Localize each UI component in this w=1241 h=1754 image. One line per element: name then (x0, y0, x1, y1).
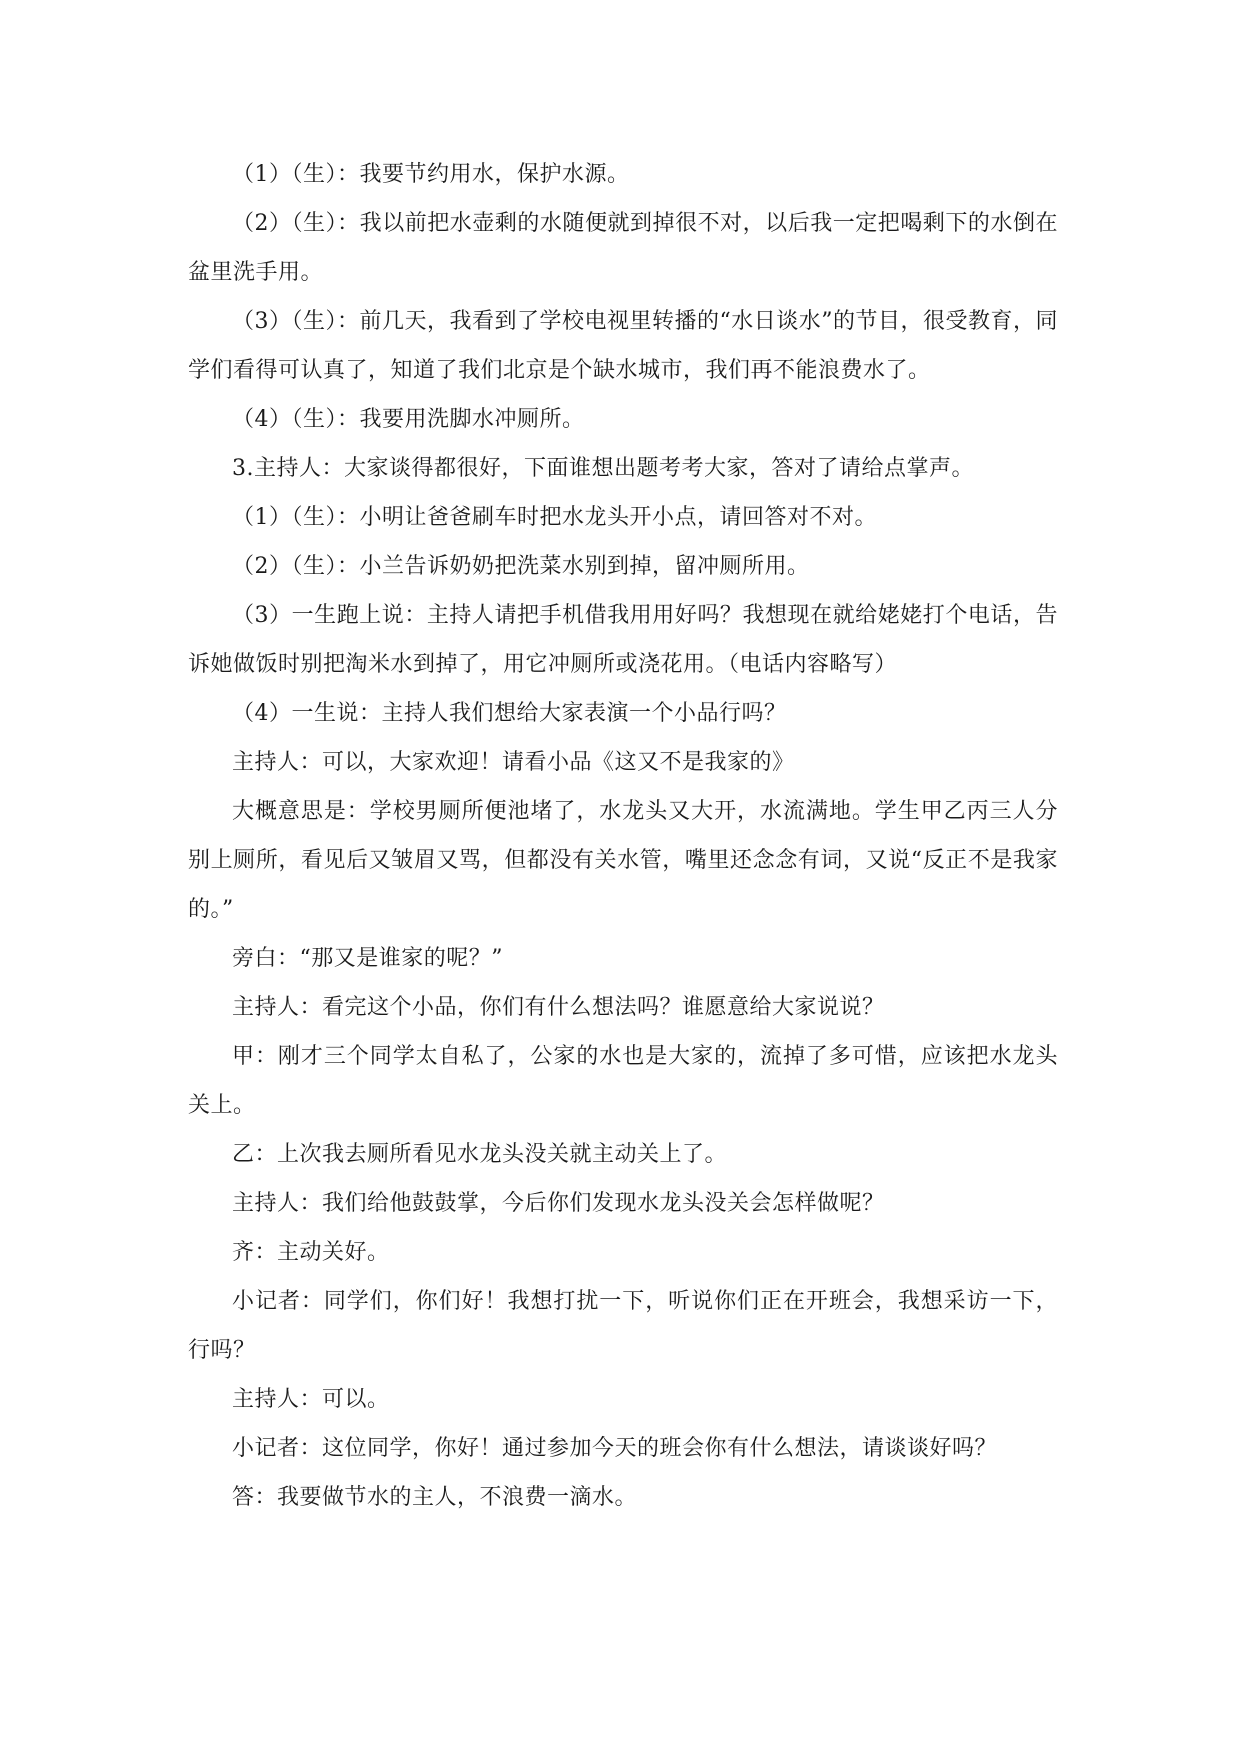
paragraph: （3）（生）：前几天，我看到了学校电视里转播的“水日谈水”的节目，很受教育，同学们看得可认真了，知道了我们北京是个缺水城市，我们再不能浪费水了。 (188, 309, 1058, 383)
paragraph: （4）（生）：我要用洗脚水冲厕所。 (232, 407, 585, 432)
paragraph: 小记者：同学们，你们好！我想打扰一下，听说你们正在开班会，我想采访一下，行吗？ (188, 1289, 1058, 1363)
paragraph: 主持人：看完这个小品，你们有什么想法吗？谁愿意给大家说说？ (232, 995, 885, 1020)
paragraph: （1）（生）：小明让爸爸刷车时把水龙头开小点，请回答对不对。 (232, 505, 877, 530)
paragraph: （2）（生）：我以前把水壶剩的水随便就到掉很不对，以后我一定把喝剩下的水倒在盆里洗手用。 (188, 211, 1058, 285)
paragraph: （4）一生说：主持人我们想给大家表演一个小品行吗？ (232, 701, 787, 726)
paragraph: 答：我要做节水的主人，不浪费一滴水。 (232, 1485, 638, 1510)
paragraph: 乙：上次我去厕所看见水龙头没关就主动关上了。 (232, 1142, 728, 1167)
paragraph: 大概意思是：学校男厕所便池堵了，水龙头又大开，水流满地。学生甲乙丙三人分别上厕所，看见后又皱眉又骂，但都没有关水管，嘴里还念念有词，又说“反正不是我家的。” (188, 799, 1058, 922)
paragraph: 主持人：我们给他鼓鼓掌，今后你们发现水龙头没关会怎样做呢？ (232, 1191, 885, 1216)
paragraph: 小记者：这位同学，你好！通过参加今天的班会你有什么想法，请谈谈好吗？ (232, 1436, 998, 1461)
paragraph: 3.主持人：大家谈得都很好，下面谁想出题考考大家，答对了请给点掌声。 (232, 456, 974, 481)
paragraph: 甲：刚才三个同学太自私了，公家的水也是大家的，流掉了多可惜，应该把水龙头关上。 (188, 1044, 1058, 1118)
paragraph: （1）（生）：我要节约用水，保护水源。 (232, 162, 630, 187)
paragraph: 旁白：“那又是谁家的呢？” (232, 946, 503, 971)
paragraph: 主持人：可以。 (232, 1387, 390, 1412)
document-page (188, 150, 1058, 1522)
paragraph: （3）一生跑上说：主持人请把手机借我用用好吗？我想现在就给姥姥打个电话，告诉她做饭时别把淘米水到掉了，用它冲厕所或浇花用。（电话内容略写） (188, 603, 1058, 677)
paragraph: 齐：主动关好。 (232, 1240, 390, 1265)
paragraph: 主持人：可以，大家欢迎！请看小品《这又不是我家的》 (232, 750, 795, 775)
paragraph: （2）（生）：小兰告诉奶奶把洗菜水别到掉，留冲厕所用。 (232, 554, 810, 579)
